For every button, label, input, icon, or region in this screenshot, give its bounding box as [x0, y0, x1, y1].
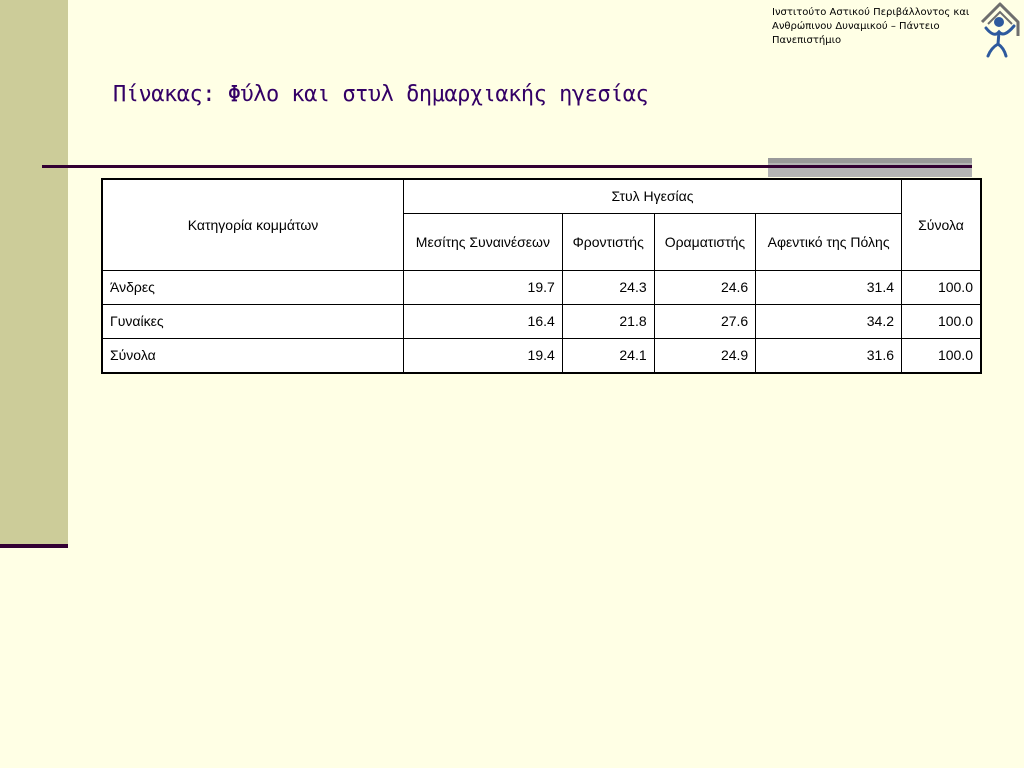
- table-cell: 24.1: [562, 339, 654, 374]
- row-total-cell: 100.0: [902, 271, 982, 305]
- institute-logo-icon: [978, 0, 1024, 58]
- table-row: [102, 339, 981, 374]
- table-cell: 24.6: [654, 271, 756, 305]
- subheader-caretaker: Φροντιστής: [562, 214, 654, 271]
- leadership-style-table: [101, 178, 982, 374]
- decorative-hatch-strip: [768, 158, 972, 163]
- table-cell: 27.6: [654, 305, 756, 339]
- table-row: [102, 271, 981, 305]
- table-cell: 31.4: [756, 271, 902, 305]
- table-cell: 19.7: [404, 271, 563, 305]
- leadership-style-header: Στυλ Ηγεσίας: [404, 179, 902, 214]
- table-cell: 19.4: [404, 339, 563, 374]
- table-cell: 21.8: [562, 305, 654, 339]
- row-total-cell: 100.0: [902, 339, 982, 374]
- table-cell: 16.4: [404, 305, 563, 339]
- row-total-cell: 100.0: [902, 305, 982, 339]
- slide-title: Πίνακας: Φύλο και στυλ δημαρχιακής ηγεσίας: [113, 82, 649, 107]
- table-cell: 24.3: [562, 271, 654, 305]
- left-sidebar-bar: [0, 0, 68, 545]
- row-label: Γυναίκες: [102, 305, 404, 339]
- row-label: Άνδρες: [102, 271, 404, 305]
- totals-header: Σύνολα: [902, 179, 982, 271]
- subheader-mediator: Μεσίτης Συναινέσεων: [404, 214, 563, 271]
- subheader-visionary: Οραματιστής: [654, 214, 756, 271]
- table-cell: 24.9: [654, 339, 756, 374]
- title-divider: [42, 165, 972, 168]
- table-cell: 31.6: [756, 339, 902, 374]
- row-label: Σύνολα: [102, 339, 404, 374]
- left-accent-line: [0, 544, 68, 548]
- category-header: Κατηγορία κομμάτων: [102, 179, 404, 271]
- table-cell: 34.2: [756, 305, 902, 339]
- subheader-city-boss: Αφεντικό της Πόλης: [756, 214, 902, 271]
- table-row: [102, 305, 981, 339]
- institute-name: Ινστιτούτο Αστικού Περιβάλλοντος και Ανθρώπινου Δυναμικού – Πάντειο Πανεπιστήμιο: [772, 7, 970, 46]
- table-header-row: [102, 179, 981, 214]
